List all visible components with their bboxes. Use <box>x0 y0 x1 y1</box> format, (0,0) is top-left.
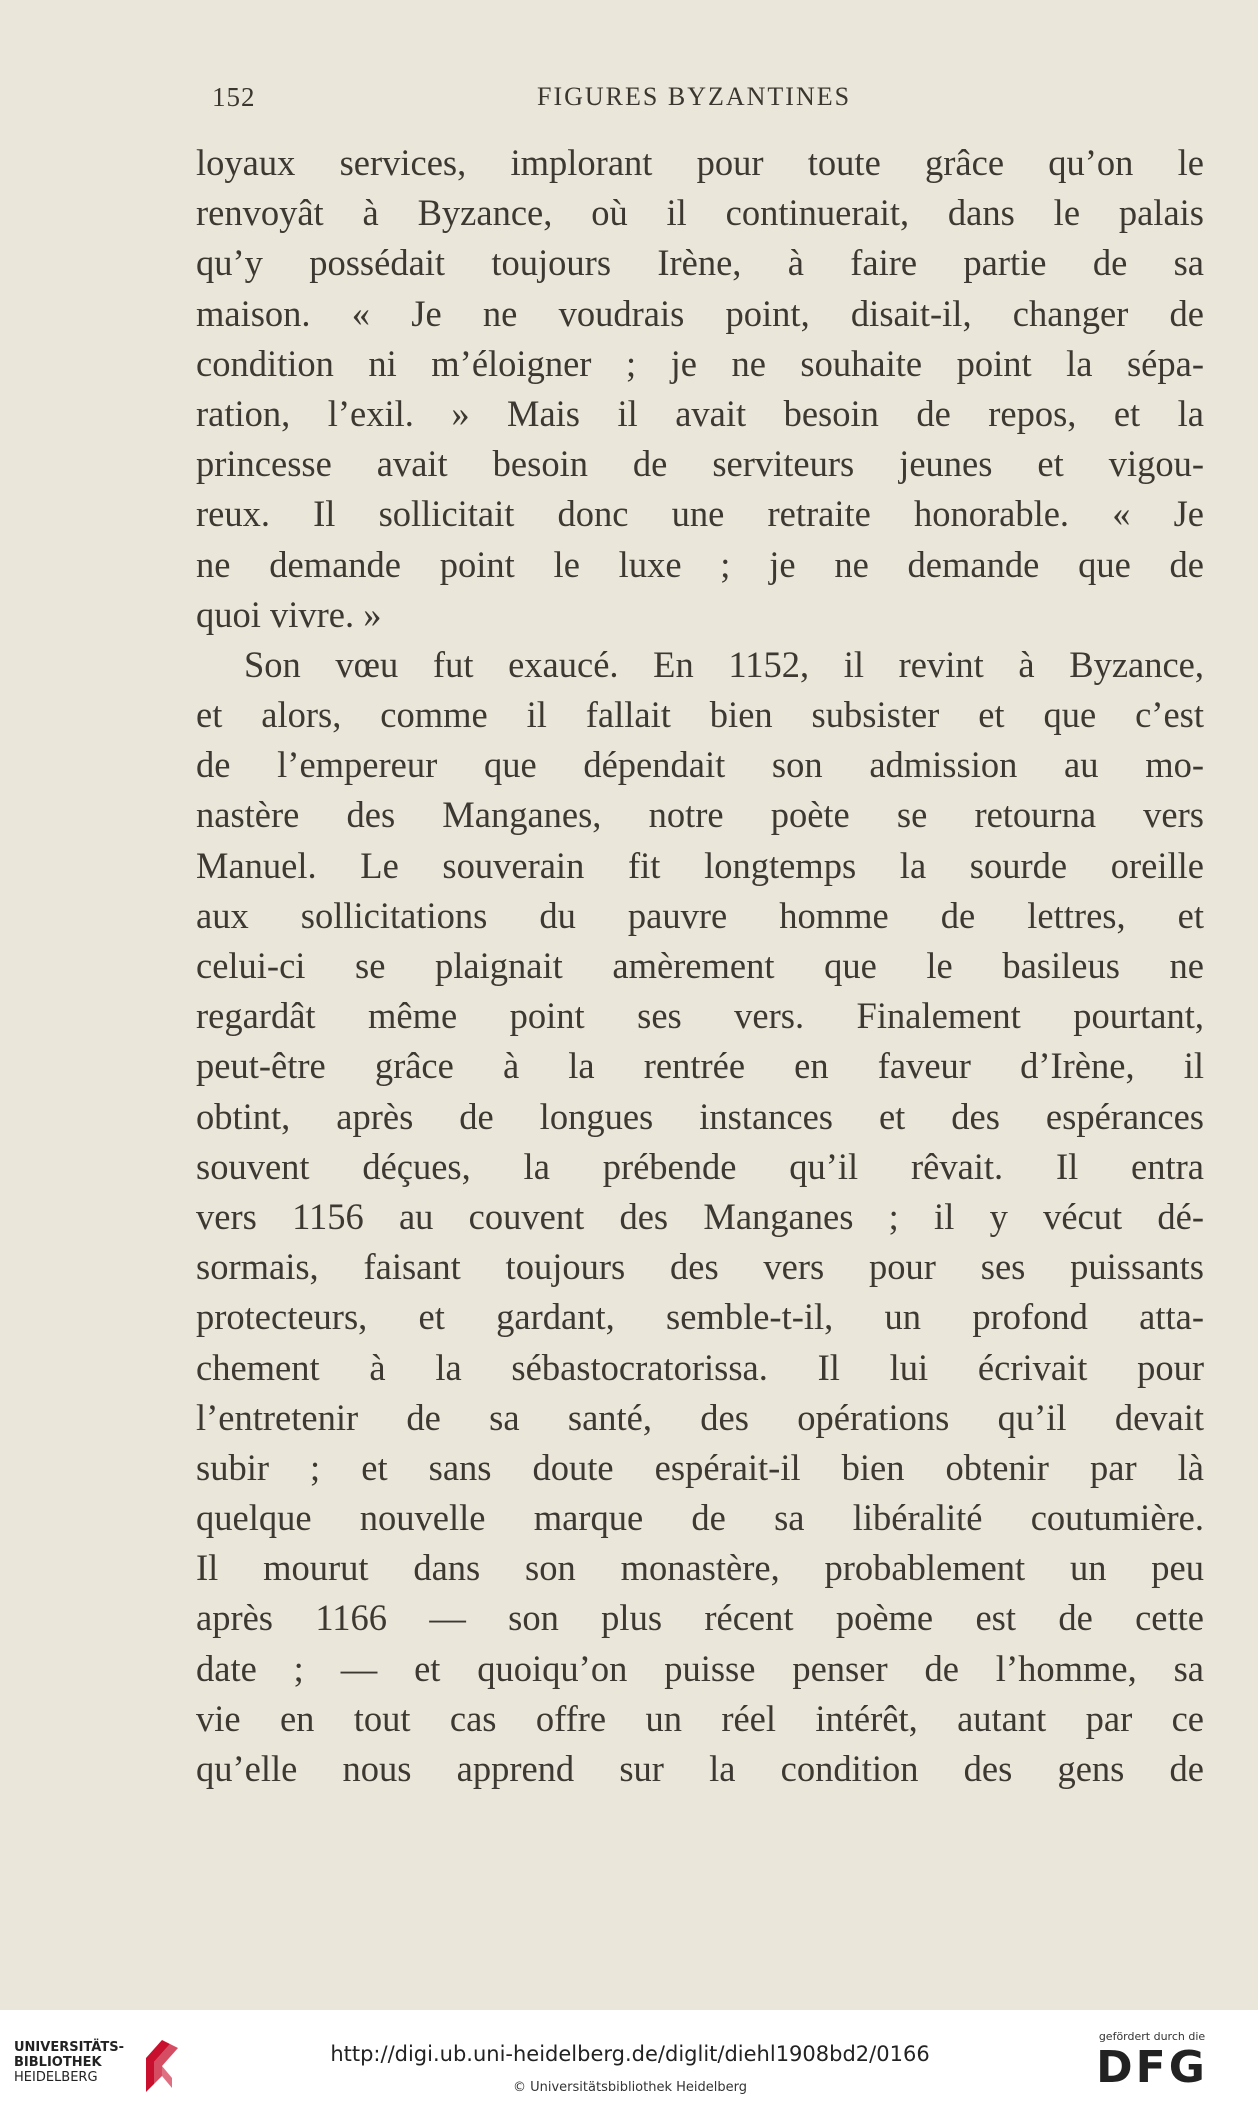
text-line: princesse avait besoin de serviteurs jeunes et vigou- <box>196 443 1204 485</box>
source-link[interactable]: http://digi.ub.uni-heidelberg.de/diglit/diehl1908bd2/0166 <box>330 2042 930 2066</box>
text-line: condition ni m’éloigner ; je ne souhaite point la sépa- <box>196 342 1204 384</box>
text-line: aux sollicitations du pauvre homme de lettres, et <box>196 894 1204 936</box>
running-head <box>212 82 1192 122</box>
text-line: l’entretenir de sa santé, des opérations qu’il devait <box>196 1396 1204 1438</box>
library-mark-icon <box>132 2036 186 2096</box>
text-line: Manuel. Le souverain fit longtemps la sourde oreille <box>196 844 1204 886</box>
text-line: chement à la sébastocratorissa. Il lui écrivait pour <box>196 1346 1204 1388</box>
text-line: vers 1156 au couvent des Manganes ; il y vécut dé- <box>196 1195 1204 1237</box>
text-line: ne demande point le luxe ; je ne demande que de <box>196 543 1204 585</box>
text-line: obtint, après de longues instances et des espérances <box>196 1095 1204 1137</box>
text-line: nastère des Manganes, notre poète se retourna vers <box>196 794 1204 836</box>
text-line: et alors, comme il fallait bien subsister et que c’est <box>196 694 1204 736</box>
dfg-mark: DFG <box>1096 2042 1208 2093</box>
text-line: souvent déçues, la prébende qu’il rêvait. Il entra <box>196 1145 1204 1187</box>
text-line: ration, l’exil. » Mais il avait besoin de repos, et la <box>196 392 1204 434</box>
text-line: reux. Il sollicitait donc une retraite honorable. « Je <box>196 493 1204 535</box>
text-line: vie en tout cas offre un réel intérêt, autant par ce <box>196 1697 1204 1739</box>
text-line: Son vœu fut exaucé. En 1152, il revint à Byzance, <box>244 643 1204 685</box>
footer <box>0 2010 1258 2107</box>
dfg-logo <box>1072 2030 1232 2093</box>
text-line: quelque nouvelle marque de sa libéralité coutumière. <box>196 1497 1204 1539</box>
page-number: 152 <box>212 82 256 112</box>
library-name-line: HEIDELBERG <box>14 2070 98 2085</box>
text-line: loyaux services, implorant pour toute grâce qu’on le <box>196 142 1204 183</box>
text-line: après 1166 — son plus récent poème est de cette <box>196 1597 1204 1639</box>
text-line: protecteurs, et gardant, semble-t-il, un profond atta- <box>196 1296 1204 1338</box>
text-line: regardât même point ses vers. Finalement pourtant, <box>196 995 1204 1037</box>
body-text <box>196 138 1204 1794</box>
text-line: Il mourut dans son monastère, probablement un peu <box>196 1547 1204 1589</box>
running-title: FIGURES BYZANTINES <box>537 82 852 111</box>
funded-by-label: gefördert durch die <box>1098 2030 1206 2043</box>
text-line: celui-ci se plaignait amèrement que le basileus ne <box>196 945 1204 986</box>
text-line: renvoyât à Byzance, où il continuerait, dans le palais <box>196 192 1204 234</box>
text-line: quoi vivre. » <box>196 593 382 635</box>
text-line: subir ; et sans doute espérait-il bien obtenir par là <box>196 1446 1204 1488</box>
text-line: de l’empereur que dépendait son admission au mo- <box>196 744 1204 786</box>
library-name-line: BIBLIOTHEK <box>14 2055 102 2070</box>
text-line: qu’y possédait toujours Irène, à faire partie de sa <box>196 242 1204 284</box>
text-line: maison. « Je ne voudrais point, disait-il, changer de <box>196 292 1204 334</box>
copyright-notice: © Universitätsbibliothek Heidelberg <box>512 2080 747 2095</box>
library-name-line: UNIVERSITÄTS- <box>14 2040 124 2055</box>
text-line: sormais, faisant toujours des vers pour ses puissants <box>196 1246 1204 1288</box>
library-name <box>14 2040 124 2085</box>
library-logo <box>14 2040 184 2100</box>
text-line: qu’elle nous apprend sur la condition des gens de <box>196 1748 1204 1789</box>
text-line: date ; — et quoiqu’on puisse penser de l’homme, sa <box>196 1647 1204 1689</box>
text-line: peut-être grâce à la rentrée en faveur d’Irène, il <box>196 1045 1204 1087</box>
